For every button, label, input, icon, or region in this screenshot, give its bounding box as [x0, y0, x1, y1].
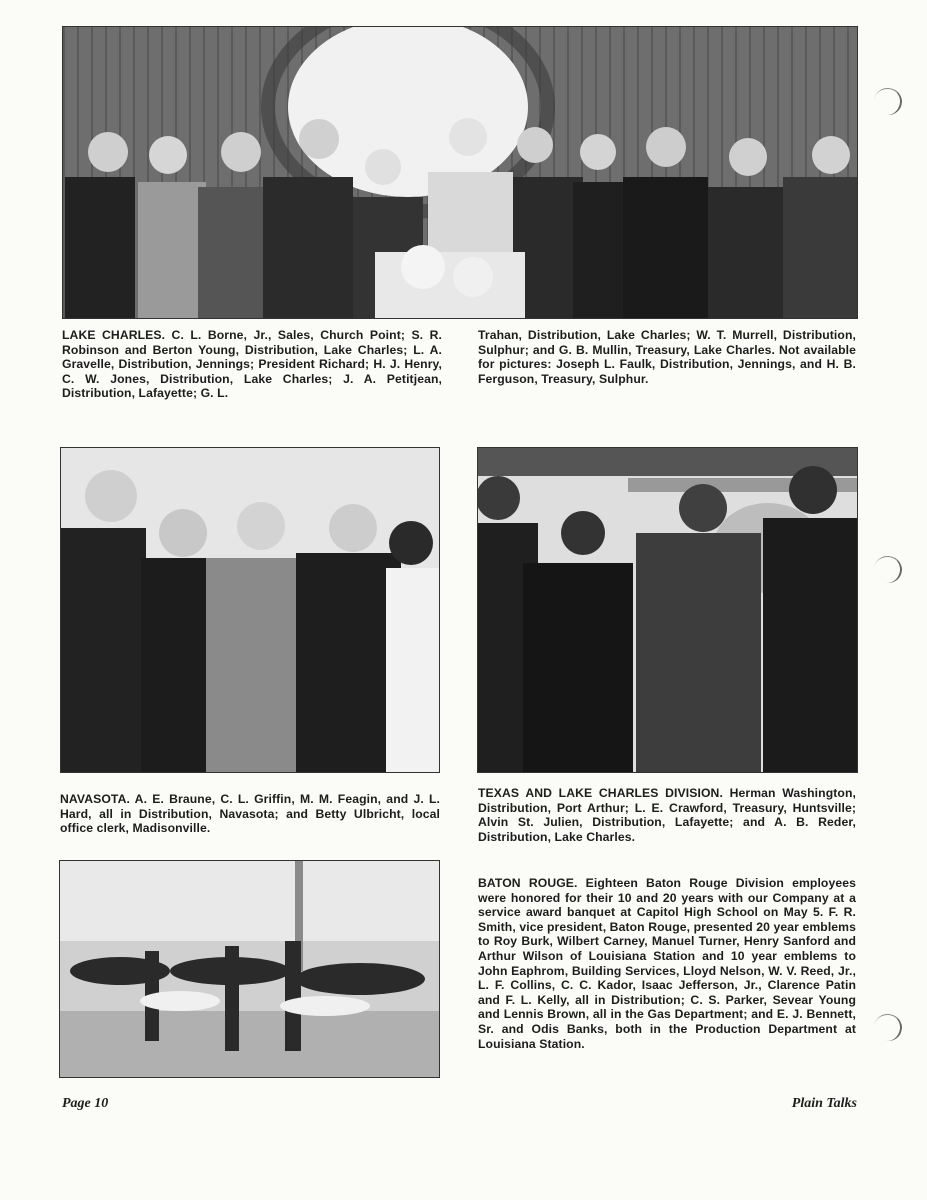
binder-hole-middle: [872, 554, 904, 585]
caption-lake-charles-part2: Trahan, Distribution, Lake Charles; W. T. Murrell, Distribution, Sulphur; and G. B. Mullin, Treasury, Lake Charles. Not available for pictures: Joseph L. Faulk, Distribution, Jennings, and H. B. Ferguson, Treasury, Sulphur.: [478, 328, 856, 386]
caption-texas-lake-charles: TEXAS AND LAKE CHARLES DIVISION. Herman Washington, Distribution, Port Arthur; L. E. Crawford, Treasury, Huntsville; Alvin St. Julien, Distribution, Lafayette; and A. B. Reder, Distribution, Lake Charles.: [478, 786, 856, 844]
binder-hole-bottom: [872, 1012, 904, 1043]
binder-hole-top: [872, 86, 904, 117]
caption-navasota: NAVASOTA. A. E. Braune, C. L. Griffin, M. M. Feagin, and J. L. Hard, all in Distribution, Navasota; and Betty Ulbricht, local office clerk, Madisonville.: [60, 792, 440, 836]
photo-lake-charles-group: [62, 26, 858, 319]
photo-navasota-group: [60, 447, 440, 773]
photo-baton-rouge-banquet: [59, 860, 440, 1078]
caption-lake-charles-part1: LAKE CHARLES. C. L. Borne, Jr., Sales, Church Point; S. R. Robinson and Berton Young, Distribution, Lake Charles; L. A. Gravelle, Distribution, Jennings; President Richard; H. J. Henry, C. W. Jones, Distribution, Lake Charles; J. A. Petitjean, Distribution, Lafayette; G. L.: [62, 328, 442, 401]
page-number: Page 10: [62, 1096, 109, 1111]
photo-texas-lake-charles-group: [477, 447, 858, 773]
publication-name: Plain Talks: [791, 1096, 857, 1111]
caption-baton-rouge: BATON ROUGE. Eighteen Baton Rouge Division employees were honored for their 10 and 20 years with our Company at a service award banquet at Capitol High School on May 5. F. R. Smith, vice president, Baton Rouge, presented 20 year emblems to Roy Burk, Wilbert Carney, Manuel Turner, Henry Sanford and Arthur Wilson of Louisiana Station and 10 year emblems to John Eaphrom, Building Services, Lloyd Nelson, W. V. Reed, Jr., L. F. Collins, C. C. Kador, Isaac Jefferson, Jr., Clarence Patin and F. L. Kelly, all in Distribution; C. S. Parker, Sevear Young and Lennis Brown, all in the Gas Department; and E. J. Bennett, Sr. and Odis Banks, both in the Production Department at Louisiana Station.: [478, 876, 856, 1051]
